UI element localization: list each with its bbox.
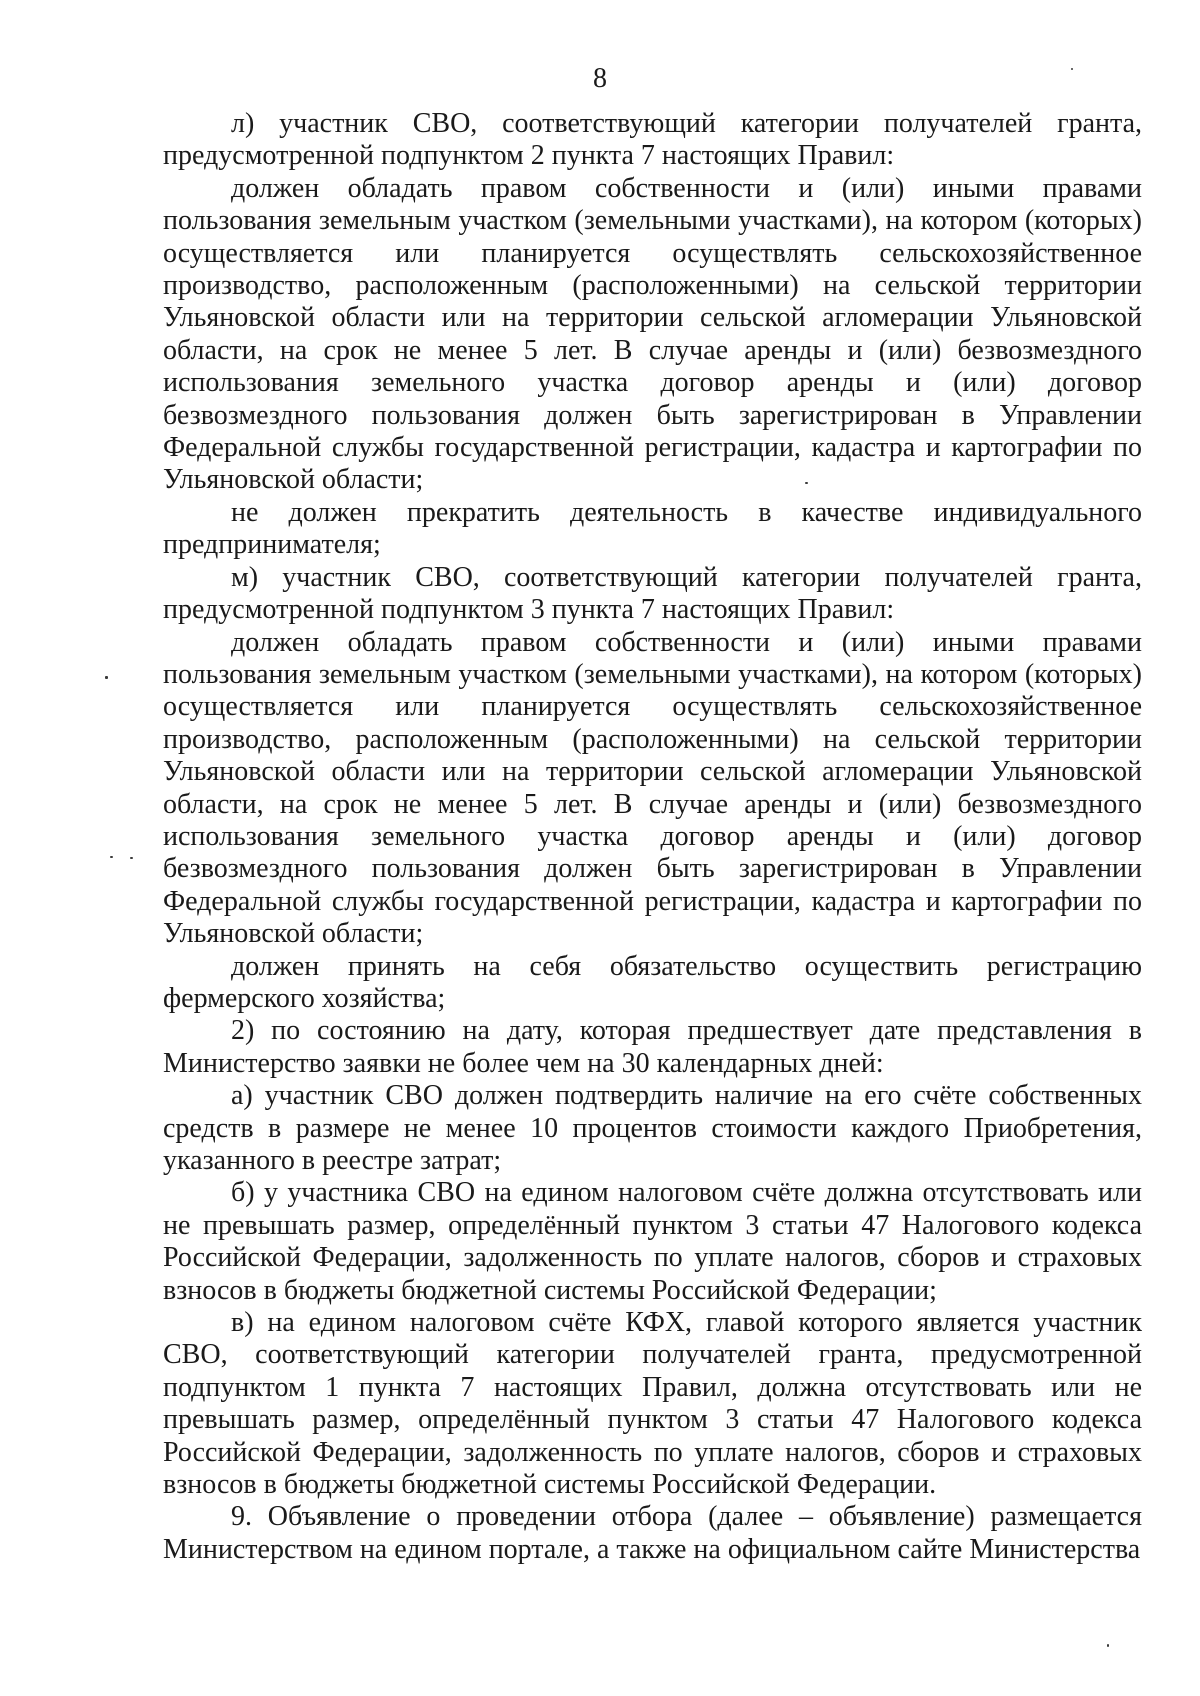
scan-speck <box>805 482 808 484</box>
paragraph-l-svo-participant: л) участник СВО, соответствующий категории получателей гранта, предусмотренной подпунктом 2 пункта 7 настоящих Правил: <box>163 108 1142 172</box>
paragraph-a-own-funds: а) участник СВО должен подтвердить наличие на его счёте собственных средств в размере не менее 10 процентов стоимости каждого Приобретения, указанного в реестре затрат; <box>163 1080 1142 1176</box>
page-number: 8 <box>593 63 607 94</box>
paragraph-land-rights-1: должен обладать правом собственности и (или) иными правами пользования земельным участком (земельными участками), на котором (которых) осуществляется или планируется осуществлять сельскохозяйственное производство, расположенным (расположенными) на сельской территории Ульяновской области или на территории сельской агломерации Ульяновской области, на срок не менее 5 лет. В случае аренды и (или) безвозмездного использования земельного участка договор аренды и (или) договор безвозмездного пользования должен быть зарегистрирован в Управлении Федеральной службы государственной регистрации, кадастра и картографии по Ульяновской области; <box>163 172 1142 496</box>
scan-speck <box>105 676 108 679</box>
paragraph-entrepreneur-activity: не должен прекратить деятельность в качестве индивидуального предпринимателя; <box>163 496 1142 561</box>
paragraph-farm-registration: должен принять на себя обязательство осуществить регистрацию фермерского хозяйства; <box>163 950 1142 1014</box>
paragraph-2-application-date: 2) по состоянию на дату, которая предшествует дате представления в Министерство заявки не более чем на 30 календарных дней: <box>163 1015 1142 1079</box>
paragraph-m-svo-participant: м) участник СВО, соответствующий категории получателей гранта, предусмотренной подпунктом 3 пункта 7 настоящих Правил: <box>163 561 1142 626</box>
scan-speck <box>130 857 133 859</box>
paragraph-land-rights-2: должен обладать правом собственности и (или) иными правами пользования земельным участком (земельными участками), на котором (которых) осуществляется или планируется осуществлять сельскохозяйственное производство, расположенным (расположенными) на сельской территории Ульяновской области или на территории сельской агломерации Ульяновской области, на срок не менее 5 лет. В случае аренды и (или) безвозмездного использования земельного участка договор аренды и (или) договор безвозмездного пользования должен быть зарегистрирован в Управлении Федеральной службы государственной регистрации, кадастра и картографии по Ульяновской области; <box>163 626 1142 950</box>
paragraph-9-announcement: 9. Объявление о проведении отбора (далее – объявление) размещается Министерством на едином портале, а также на официальном сайте Министерства <box>163 1501 1142 1565</box>
scan-speck <box>110 856 113 858</box>
paragraph-v-kfh-tax-account: в) на едином налоговом счёте КФХ, главой которого является участник СВО, соответствующий категории получателей гранта, предусмотренной подпунктом 1 пункта 7 настоящих Правил, должна отсутствовать или не превышать размер, определённый пунктом 3 статьи 47 Налогового кодекса Российской Федерации, задолженность по уплате налогов, сборов и страховых взносов в бюджеты бюджетной системы Российской Федерации. <box>163 1307 1142 1501</box>
document-body <box>163 108 1142 1566</box>
scan-speck <box>1107 1644 1109 1647</box>
paragraph-b-tax-account: б) у участника СВО на едином налоговом счёте должна отсутствовать или не превышать размер, определённый пунктом 3 статьи 47 Налогового кодекса Российской Федерации, задолженность по уплате налогов, сборов и страховых взносов в бюджеты бюджетной системы Российской Федерации; <box>163 1177 1142 1306</box>
scan-speck <box>1071 68 1073 70</box>
